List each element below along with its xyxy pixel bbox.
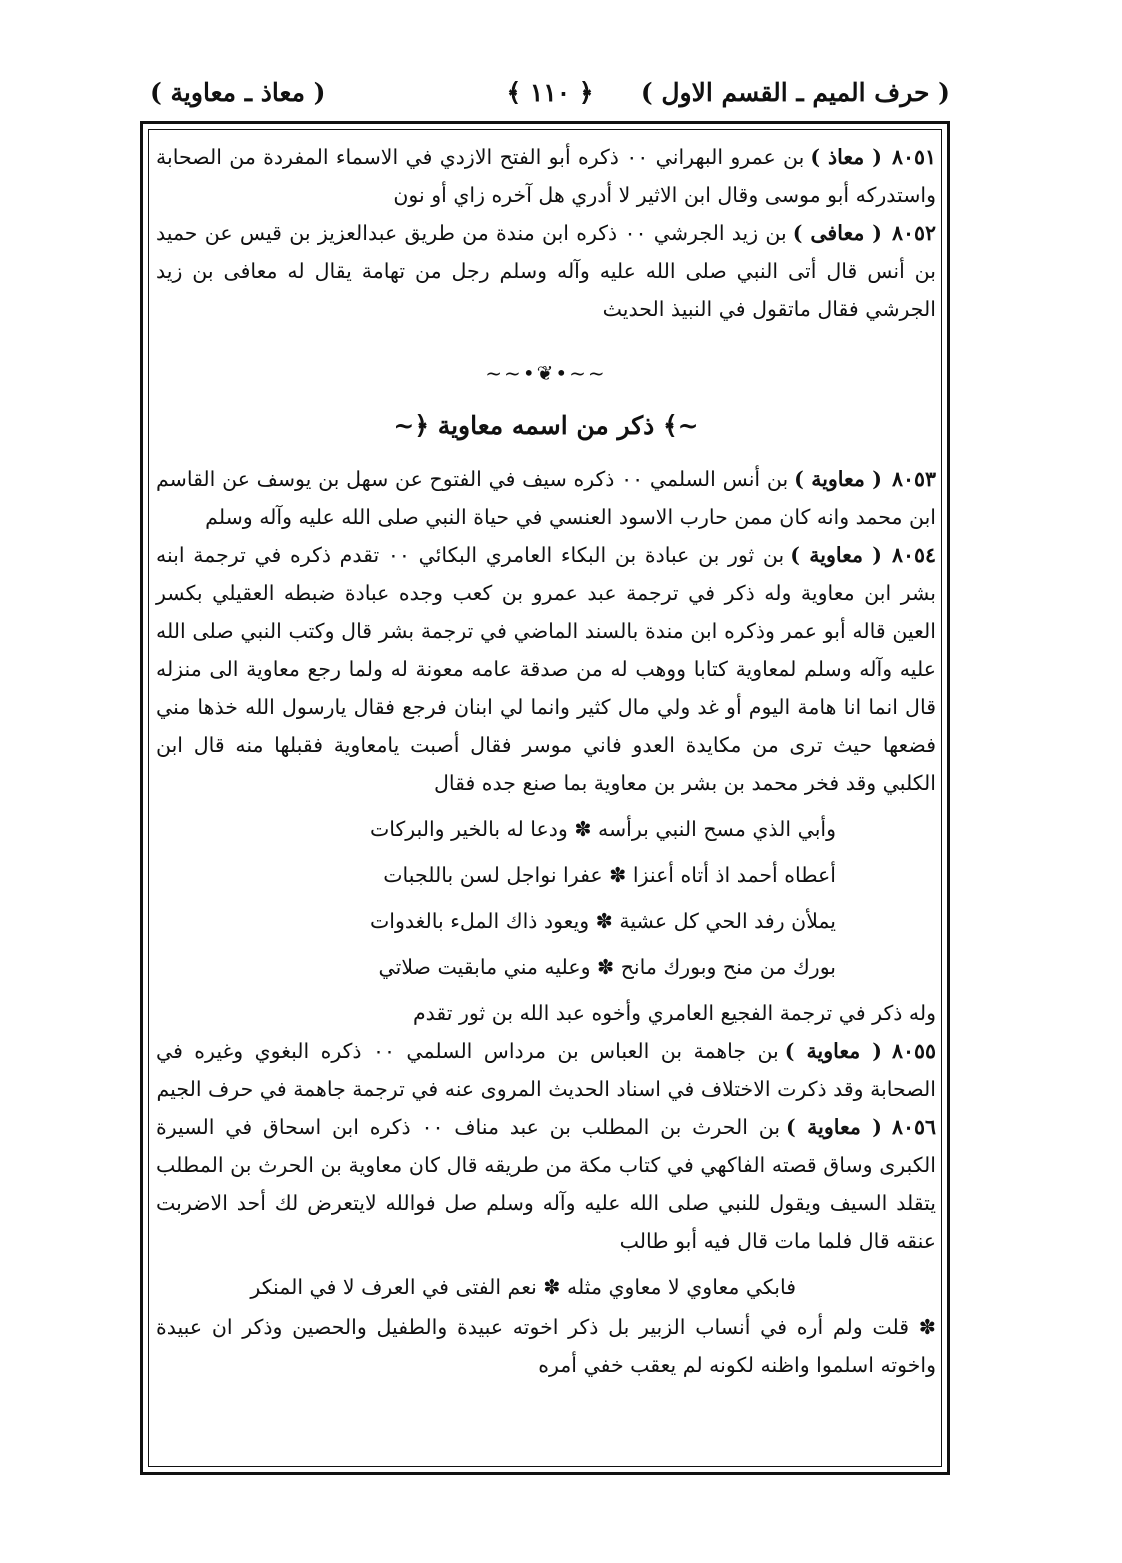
entry-text: بن ثور بن عبادة بن البكاء العامري البكائي ٠٠ تقدم ذكره في ترجمة ابنه بشر ابن معاوية وله ذكر في ترجمة عبد عمرو بن كعب وجده عبادة ضبطه العقيلي بكسر العين قاله أبو عمر وذكره ابن مندة بالسند الماضي في ترجمة بشر قال وكتب النبي صلى الله عليه وآله وسلم لمعاوية كتابا ووهب له من صدقة عامه معونة له ولما رجع معاوية الى منزله قال انما انا هامة اليوم أو غد ولي مال كثير وانما لي ابنان فرجع فقال يارسول الله خذها مني فضعها حيث ترى من مكايدة العدو فاني موسر فقال أصبت يامعاوية فقبلها منه قال ابن الكلبي وقد فخر محمد بن بشر بن معاوية بما صنع جده فقال (156, 543, 936, 795)
entry-number: ٨٠٥٣ (891, 467, 936, 491)
entry-8053 (156, 460, 936, 536)
entry-number: ٨٠٥٢ (891, 221, 936, 245)
poem-block (156, 806, 936, 990)
ornament-divider: ~~•❦•~~ (485, 361, 607, 385)
entry-name: ( معافى ) (792, 221, 882, 245)
poem-verse: يملأن رفد الحي كل عشية ✽ ويعود ذاك الملء بالغدوات (369, 909, 836, 933)
entry-text: بن جاهمة بن العباس بن مرداس السلمي ٠٠ ذكره البغوي وغيره في الصحابة وقد ذكرت الاختلاف في اسناد الحديث المروى عنه في ترجمة جاهمة في حرف الجيم (156, 1039, 936, 1101)
poem-verse: وأبي الذي مسح النبي برأسه ✽ ودعا له بالخير والبركات (369, 817, 836, 841)
header-chapter: ( حرف الميم ـ القسم الاول ) (640, 78, 950, 107)
entry-continuation: وله ذكر في ترجمة الفجيع العامري وأخوه عبد الله بن ثور تقدم (412, 1001, 936, 1025)
entry-8051 (156, 138, 936, 214)
entry-number: ٨٠٥٤ (891, 543, 937, 567)
entry-text: بن زيد الجرشي ٠٠ ذكره ابن مندة من طريق عبدالعزيز بن قيس عن حميد بن أنس قال أتى النبي صلى الله عليه وآله وسلم رجل من تهامة يقال له معافى بن زيد الجرشي فقال ماتقول في النبيذ الحديث (156, 221, 936, 321)
entry-8054 (156, 536, 936, 802)
entry-text: بن عمرو البهراني ٠٠ ذكره أبو الفتح الازدي في الاسماء المفردة من الصحابة واستدركه أبو موسى وقال ابن الاثير لا أدري هل آخره زاي أو نون (156, 145, 936, 207)
entry-8055 (156, 1032, 936, 1108)
section-title: ~﴾ ذكر من اسمه معاوية ﴿~ (393, 411, 699, 440)
page-body (156, 138, 936, 1384)
entry-name: ( معاوية ) (784, 1039, 882, 1063)
closing-note: ✽ قلت ولم أره في أنساب الزبير بل ذكر اخوته عبيدة والطفيل والحصين وذكر ان عبيدة واخوته اسلموا واظنه لكونه لم يعقب خفي أمره (156, 1315, 936, 1377)
entry-8052 (156, 214, 936, 328)
page-header (150, 78, 950, 118)
poem-verse: فابكي معاوي لا معاوي مثله ✽ نعم الفتى في العرف لا في المنكر (250, 1275, 796, 1299)
entry-name: ( معاوية ) (786, 1115, 882, 1139)
entry-number: ٨٠٥٥ (891, 1039, 936, 1063)
entry-name: ( معاذ ) (810, 145, 882, 169)
entry-number: ٨٠٥١ (891, 145, 936, 169)
entry-8056 (156, 1108, 936, 1260)
page-number: ﴿ ١١٠ ﴾ (506, 78, 594, 107)
header-range: ( معاذ ـ معاوية ) (150, 78, 326, 107)
entry-text: بن الحرث بن المطلب بن عبد مناف ٠٠ ذكره ابن اسحاق في السيرة الكبرى وساق قصته الفاكهي في كتاب مكة من طريقه قال كان معاوية بن الحرث بن المطلب يتقلد السيف ويقول للنبي صلى الله عليه وآله وسلم صل فوالله لايتعرض لك أحد الاضربت عنقه قال فلما مات قال فيه أبو طالب (156, 1115, 936, 1253)
entry-name: ( معاوية ) (794, 467, 882, 491)
entry-text: بن أنس السلمي ٠٠ ذكره سيف في الفتوح عن سهل بن يوسف عن القاسم ابن محمد وانه كان ممن حارب الاسود العنسي في حياة النبي صلى الله عليه وآله وسلم (156, 467, 936, 529)
entry-number: ٨٠٥٦ (891, 1115, 937, 1139)
poem-verse: أعطاه أحمد اذ أتاه أعنزا ✽ عفرا نواجل لسن باللجبات (383, 863, 836, 887)
poem-verse: بورك من منح وبورك مانح ✽ وعليه مني مابقيت صلاتي (378, 955, 836, 979)
entry-name: ( معاوية ) (790, 543, 882, 567)
